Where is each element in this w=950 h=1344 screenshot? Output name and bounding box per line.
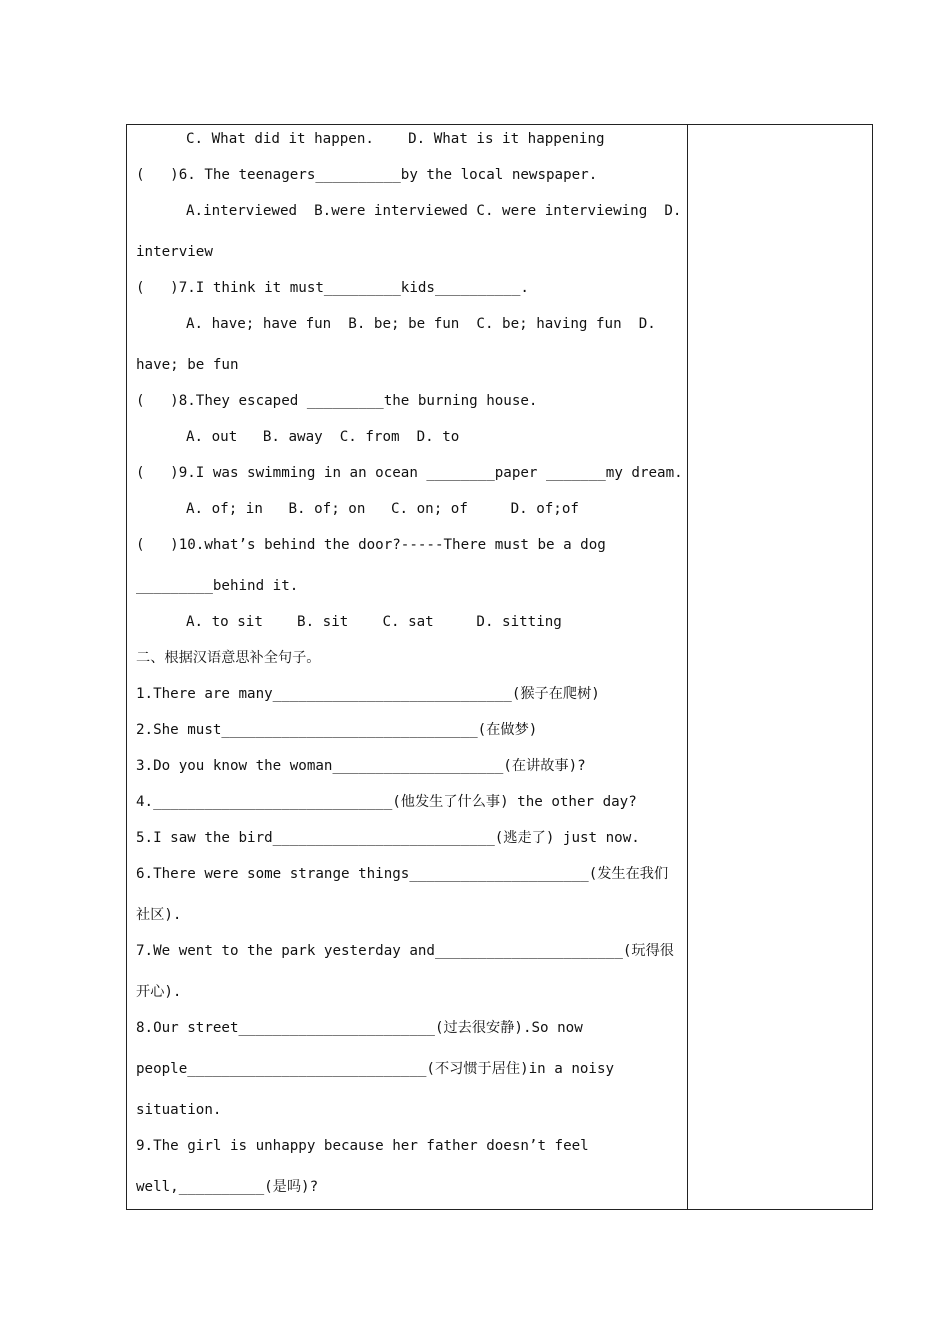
- q9-stem: ( )9.I was swimming in an ocean ________paper _______my dream.: [136, 465, 683, 481]
- sentence-9: 9.The girl is unhappy because her father doesn’t feel: [136, 1138, 589, 1154]
- sentence-8: 8.Our street_______________________(过去很安静).So now: [136, 1020, 583, 1036]
- sentence-8-wrap: situation.: [136, 1102, 222, 1118]
- sentence-5: 5.I saw the bird__________________________(逃走了) just now.: [136, 830, 640, 846]
- sentence-7: 7.We went to the park yesterday and______________________(玩得很: [136, 943, 674, 959]
- sentence-9-wrap: well,__________(是吗)?: [136, 1179, 319, 1195]
- q6-options-wrap: interview: [136, 244, 213, 260]
- sentence-6-wrap: 社区).: [136, 907, 182, 923]
- sentence-7-wrap: 开心).: [136, 984, 182, 1000]
- sentence-1: 1.There are many____________________________(猴子在爬树): [136, 686, 600, 702]
- sentence-3: 3.Do you know the woman____________________(在讲故事)?: [136, 758, 586, 774]
- q10-options: A. to sit B. sit C. sat D. sitting: [186, 614, 562, 630]
- q10-stem-wrap: _________behind it.: [136, 578, 299, 594]
- sentence-4: 4.____________________________(他发生了什么事) the other day?: [136, 794, 637, 810]
- q9-options: A. of; in B. of; on C. on; of D. of;of: [186, 501, 579, 517]
- q6-options: A.interviewed B.were interviewed C. were interviewing D.: [186, 203, 682, 219]
- q6-stem: ( )6. The teenagers__________by the local newspaper.: [136, 167, 598, 183]
- column-divider: [687, 125, 688, 1209]
- q10-stem: ( )10.what’s behind the door?-----There must be a dog: [136, 537, 606, 553]
- q7-stem: ( )7.I think it must_________kids__________.: [136, 280, 529, 296]
- q5-options-cd: C. What did it happen. D. What is it happening: [186, 131, 605, 147]
- q7-options: A. have; have fun B. be; be fun C. be; having fun D.: [186, 316, 656, 332]
- q8-stem: ( )8.They escaped _________the burning house.: [136, 393, 538, 409]
- sentence-6: 6.There were some strange things_____________________(发生在我们: [136, 866, 669, 882]
- q7-options-wrap: have; be fun: [136, 357, 239, 373]
- sentence-8-line2: people____________________________(不习惯于居住)in a noisy: [136, 1061, 615, 1077]
- q8-options: A. out B. away C. from D. to: [186, 429, 460, 445]
- section2-heading: 二、根据汉语意思补全句子。: [136, 650, 321, 666]
- sentence-2: 2.She must______________________________(在做梦): [136, 722, 538, 738]
- worksheet-table: [126, 124, 873, 1210]
